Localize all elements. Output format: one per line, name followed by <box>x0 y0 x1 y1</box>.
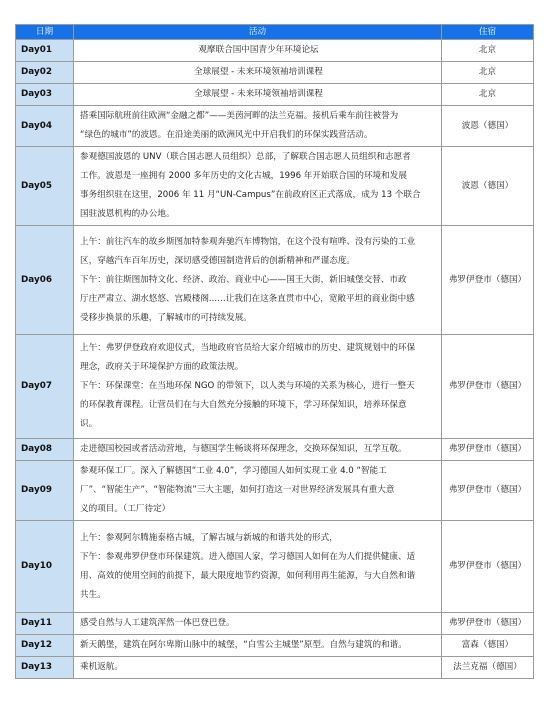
day-cell: Day08 <box>16 439 74 461</box>
activity-line: 工作。波恩是一座拥有 2000 多年历史的文化古城，1996 年开始联合国的环境和发展 <box>80 171 407 181</box>
activity-cell <box>74 635 442 657</box>
itinerary <box>15 24 533 679</box>
itinerary-table <box>15 24 534 679</box>
stay-cell: 北京 <box>442 40 534 62</box>
day-cell: Day11 <box>16 613 74 635</box>
activity-line: 观摩联合国中国青少年环境论坛 <box>198 45 319 55</box>
activity-line: 全球展望 - 未来环境领袖培训课程 <box>194 67 323 77</box>
activity-line: 参观环保工厂。深入了解德国“工业 4.0”，学习德国人如何实现工业 4.0 “智能工 <box>80 466 387 476</box>
stay-cell: 弗罗伊登市（德国） <box>442 461 534 521</box>
activity-cell <box>74 461 442 521</box>
activity-line: 新天鹅堡，建筑在阿尔卑斯山脉中的城堡，“白雪公主城堡”原型。自然与建筑的和谐。 <box>80 640 407 650</box>
activity-cell <box>74 147 442 226</box>
day-cell: Day06 <box>16 226 74 335</box>
day-cell: Day13 <box>16 657 74 679</box>
day-cell: Day03 <box>16 84 74 106</box>
table-row <box>16 521 534 613</box>
activity-cell <box>74 613 442 635</box>
day-cell: Day07 <box>16 335 74 439</box>
activity-line: 事务组织驻在这里，2006 年 11 月“UN-Campus”在前政府区正式落成，成为 13 个联合 <box>80 190 421 200</box>
stay-cell: 弗罗伊登市（德国） <box>442 521 534 613</box>
day-cell: Day12 <box>16 635 74 657</box>
day-cell: Day04 <box>16 106 74 147</box>
activity-line: 下午：参观弗罗伊登市环保建筑。进入德国人家，学习德国人如何在为人们提供健康、适 <box>80 551 416 562</box>
activity-cell <box>74 40 442 62</box>
table-row <box>16 147 534 226</box>
table-row <box>16 613 534 635</box>
activity-cell <box>74 657 442 679</box>
activity-line: 区，穿越汽车百年历史，深切感受德国制造背后的创新精神和严谨态度。 <box>80 255 356 266</box>
header-stay: 住宿 <box>442 25 534 40</box>
activity-cell <box>74 226 442 335</box>
activity-line: 上午：参观阿尔腾施泰格古城，了解古城与新城的和谐共处的形式， <box>80 532 338 543</box>
table-row <box>16 106 534 147</box>
activity-cell <box>74 106 442 147</box>
stay-cell: 法兰克福（德国） <box>442 657 534 679</box>
activity-line: 上午：弗罗伊登政府欢迎仪式，当地政府官员给大家介绍城市的历史、建筑规划中的环保 <box>80 343 416 353</box>
stay-cell: 弗罗伊登市（德国） <box>442 613 534 635</box>
activity-cell <box>74 84 442 106</box>
table-row <box>16 461 534 521</box>
activity-line: 理念，政府关于环境保护方面的政策法规。 <box>80 362 244 372</box>
activity-cell <box>74 62 442 84</box>
activity-line: 上午：前往汽车的故乡斯图加特参观奔驰汽车博物馆，在这个没有喧哗、没有污染的工业 <box>80 236 416 247</box>
activity-line: 乘机返航。 <box>80 662 123 672</box>
stay-cell: 富森（德国） <box>442 635 534 657</box>
activity-line: 义的项目。（工厂待定） <box>80 504 171 514</box>
header-activity: 活动 <box>74 25 442 40</box>
day-cell: Day05 <box>16 147 74 226</box>
table-row <box>16 439 534 461</box>
table-row <box>16 335 534 439</box>
stay-cell: 北京 <box>442 62 534 84</box>
table-row <box>16 226 534 335</box>
activity-cell <box>74 335 442 439</box>
header-date: 日期 <box>16 25 74 40</box>
activity-line: 的环保教育课程。让营员们在与大自然充分接触的环境下，学习环保知识，培养环保意 <box>80 400 407 410</box>
stay-cell: 弗罗伊登市（德国） <box>442 226 534 335</box>
activity-line: 国驻波恩机构的办公地。 <box>80 209 175 219</box>
day-cell: Day09 <box>16 461 74 521</box>
table-body <box>16 40 534 679</box>
activity-line: 感受自然与人工建筑浑然一体巴登巴登。 <box>80 618 235 628</box>
activity-line: 共生。 <box>80 589 106 600</box>
stay-cell: 波恩（德国） <box>442 147 534 226</box>
table-row <box>16 62 534 84</box>
activity-line: 走进德国校园或者活动营地，与德国学生畅谈将环保理念，交换环保知识，互学互敬。 <box>80 444 407 454</box>
stay-cell: 弗罗伊登市（德国） <box>442 439 534 461</box>
day-cell: Day02 <box>16 62 74 84</box>
activity-line: 全球展望 - 未来环境领袖培训课程 <box>194 89 323 99</box>
activity-line: 厂”、“智能生产”、“智能物流”三大主题，如何打造这一对世界经济发展具有重大意 <box>80 485 395 495</box>
table-row <box>16 40 534 62</box>
activity-cell <box>74 521 442 613</box>
activity-line: 用、高效的使用空间的前提下，最大限度地节约资源，如何利用再生能源，与大自然和谐 <box>80 570 416 581</box>
activity-cell <box>74 439 442 461</box>
stay-cell: 波恩（德国） <box>442 106 534 147</box>
table-row <box>16 657 534 679</box>
table-row <box>16 84 534 106</box>
activity-line: “绿色的城市”的波恩。在沿途美丽的欧洲风光中开启我们的环保实践营活动。 <box>80 130 373 140</box>
activity-line: 受移步换景的乐趣，了解城市的可持续发展。 <box>80 312 252 323</box>
day-cell: Day10 <box>16 521 74 613</box>
activity-line: 厅庄严肃立、湖水悠悠、宫殿楼阁...…让我们在这条直贯市中心，宽敞平坦的商业街中感 <box>80 293 415 304</box>
activity-line: 识。 <box>80 419 98 429</box>
activity-line: 参观德国波恩的 UNV（联合国志愿人员组织）总部，了解联合国志愿人员组织和志愿者 <box>80 152 411 162</box>
table-row <box>16 635 534 657</box>
activity-line: 下午：环保课堂：在当地环保 NGO 的带领下，以人类与环境的关系为核心，进行一整天 <box>80 381 415 391</box>
day-cell: Day01 <box>16 40 74 62</box>
stay-cell: 北京 <box>442 84 534 106</box>
stay-cell: 弗罗伊登市（德国） <box>442 335 534 439</box>
table-header-row <box>16 25 534 40</box>
activity-line: 搭乘国际航班前往欧洲“金融之都”——美茵河畔的法兰克福。接机后乘车前往被誉为 <box>80 111 399 121</box>
activity-line: 下午：前往斯图加特文化、经济、政治、商业中心——国王大街，新旧城堡交替、市政 <box>80 274 407 285</box>
